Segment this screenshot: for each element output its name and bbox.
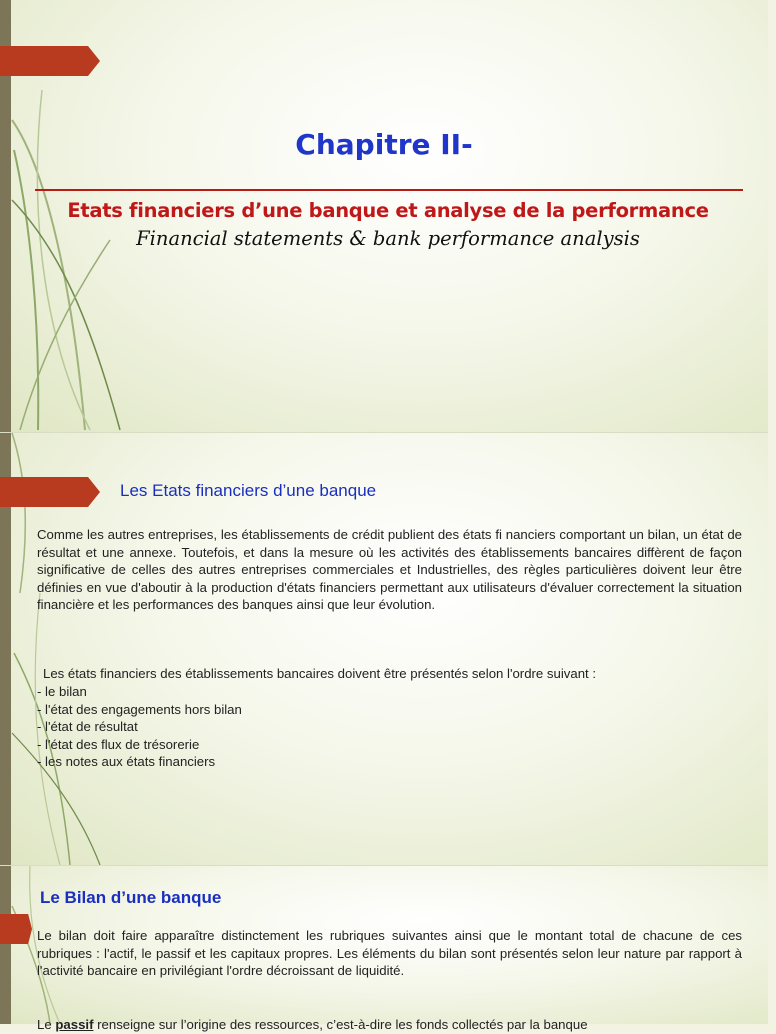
- intro-paragraph: Comme les autres entreprises, les établissements de crédit publient des états fi nanciers comportant un bilan, un état de résultat et une annexe. Toutefois, et dans la mesure où les activités des établissements bancaires diffèrent de façon significative de celles des autres entreprises commerciales et Industrielles, des règles particulières doivent leur être définies en vue d'aboutir à la production d'états financiers permettant aux utilisateurs d'évaluer correctement la situation financière et les performances des banques ainsi que leur évolution.: [37, 527, 742, 613]
- list-item: - les notes aux états financiers: [37, 754, 216, 769]
- section-arrow-tab: [0, 477, 100, 507]
- list-intro: Les états financiers des établissements bancaires doivent être présentés selon l'ordre suivant :: [43, 666, 597, 681]
- financial-statements-slide: [0, 433, 768, 865]
- list-item: - l'état des engagements hors bilan: [37, 701, 242, 717]
- statements-list: [37, 683, 742, 771]
- section-heading: Les Etats financiers d’une banque: [120, 481, 377, 500]
- balance-paragraph: Le bilan doit faire apparaître distinctement les rubriques suivantes ainsi que le montant total de chacune de ces rubriques : l'actif, le passif et les capitaux propres. Les éléments du bilan sont présentés selon leur nature par rapport à l'activité bancaire en privilégiant l'ordre décroissant de liquidité.: [37, 928, 742, 979]
- title-arrow-tab: [0, 46, 100, 76]
- title-underline: [35, 189, 743, 191]
- subtitle-english: Financial statements & bank performance analysis: [136, 227, 640, 250]
- section-arrow-tab: [0, 914, 32, 944]
- subtitle-french: Etats financiers d’une banque et analyse de la performance: [67, 199, 709, 222]
- section-heading: Le Bilan d’une banque: [40, 888, 222, 907]
- title-slide: [0, 0, 768, 432]
- passif-paragraph: [37, 1016, 742, 1034]
- list-item: - l'état des flux de trésorerie: [37, 736, 200, 752]
- list-item: - le bilan: [37, 684, 87, 699]
- chapter-title: Chapitre II-: [295, 128, 473, 161]
- passif-description: renseigne sur l’origine des ressources, c’est-à-dire les fonds collectés par la banque: [93, 1017, 588, 1032]
- list-item: - l'état de résultat: [37, 719, 138, 734]
- balance-sheet-slide: [0, 866, 768, 1032]
- passif-prefix: Le: [37, 1017, 56, 1032]
- passif-term: passif: [55, 1017, 94, 1032]
